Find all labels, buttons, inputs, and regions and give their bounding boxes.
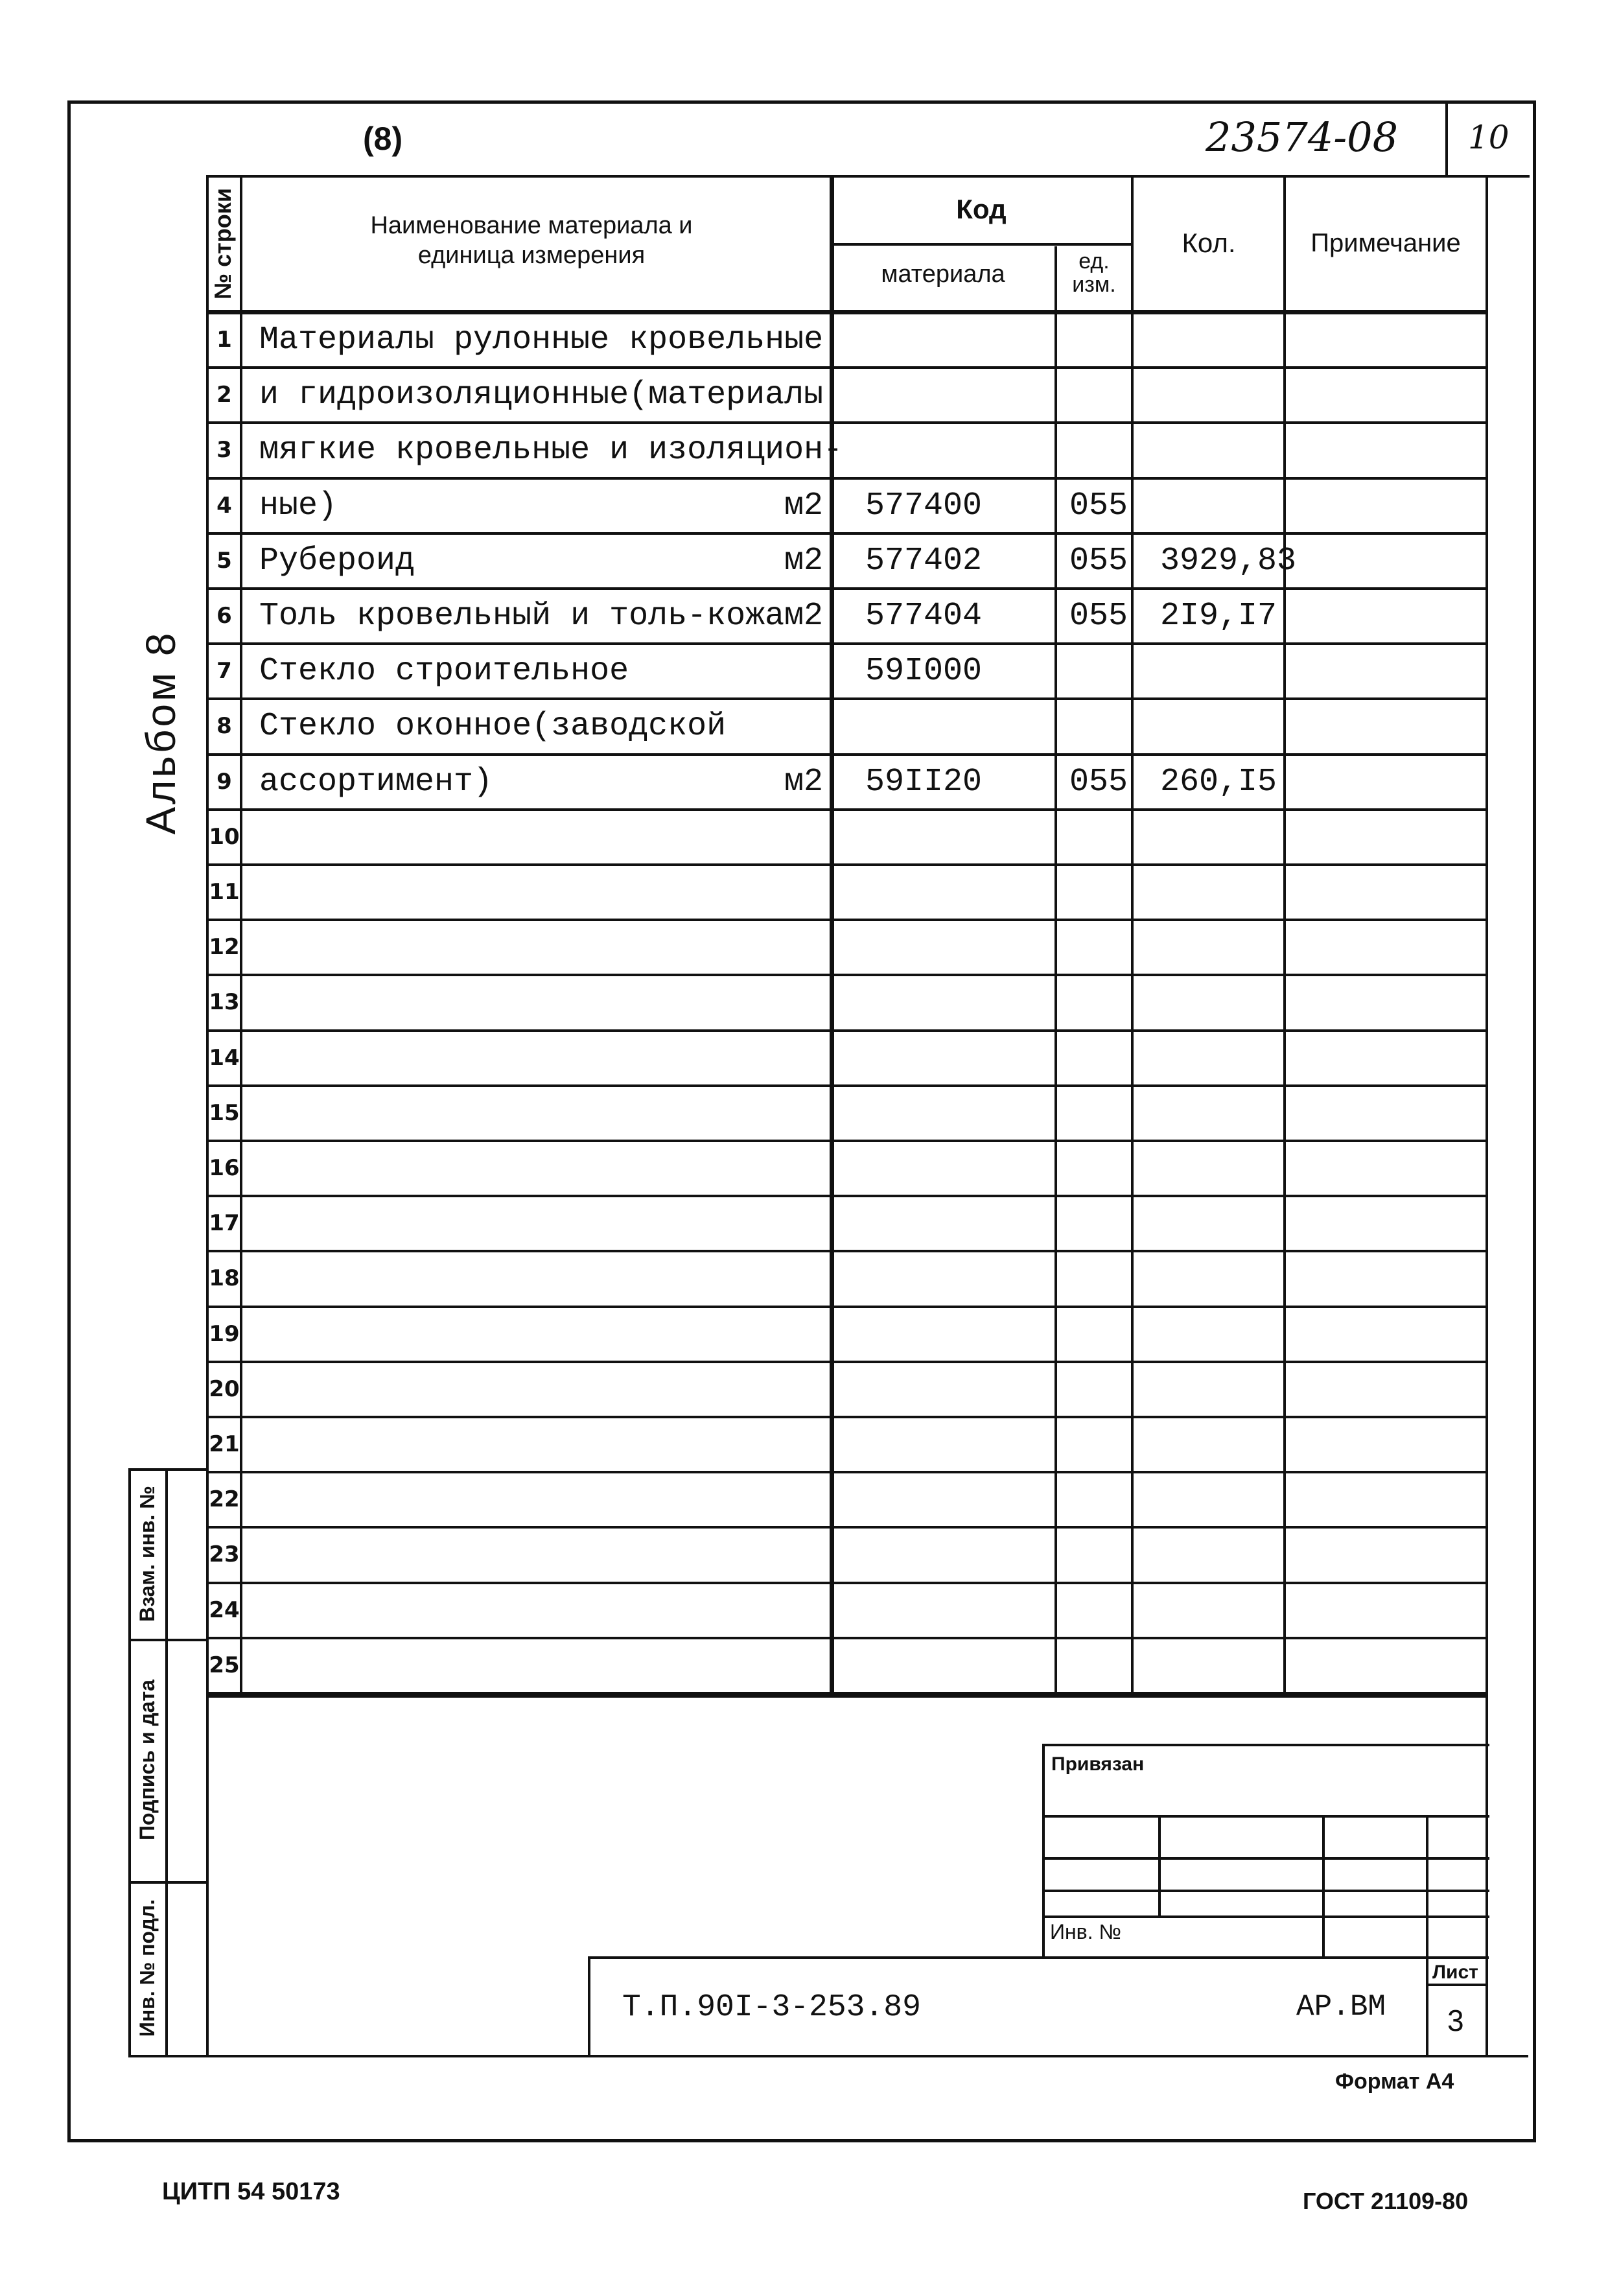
inv-podl-label: Инв. № подл.	[135, 1899, 159, 2037]
row-number: 9	[216, 768, 232, 795]
row-unit-code: 055	[1069, 542, 1128, 580]
vzam-inv-label: Взам. инв. №	[135, 1486, 159, 1622]
row-number: 7	[216, 658, 232, 685]
stamp-top-rule	[1042, 1744, 1489, 1746]
row-name: Толь кровельный и толь-кожа	[259, 598, 785, 635]
corner-divider	[1445, 100, 1448, 175]
sheet-label: Лист	[1432, 1962, 1478, 1983]
row-number: 20	[209, 1376, 240, 1402]
stamp-grid-rule-4	[1042, 1915, 1489, 1918]
album-label: Альбом 8	[137, 630, 184, 835]
col-name: Наименование материала и единица измерения	[370, 212, 693, 269]
row-divider	[206, 1029, 1488, 1032]
side-column-mid	[165, 1468, 168, 2055]
row-number: 16	[209, 1155, 240, 1181]
row-divider	[206, 697, 1488, 700]
row-material-code: 59I000	[865, 653, 983, 690]
side-column-left	[128, 1468, 131, 2055]
side-row-rule-3	[128, 1881, 206, 1884]
row-divider	[206, 974, 1488, 976]
podpis-data-label: Подпись и дата	[135, 1680, 159, 1840]
unit-divider	[1131, 175, 1134, 1694]
stamp-right-border	[1486, 1693, 1488, 2056]
row-name: Стекло строительное	[259, 653, 629, 690]
row-divider	[206, 1526, 1488, 1529]
row-divider	[206, 1471, 1488, 1473]
table-right-border	[1486, 175, 1488, 1694]
row-divider	[206, 1306, 1488, 1308]
row-number: 25	[209, 1652, 240, 1678]
row-number: 12	[209, 934, 240, 961]
row-divider	[206, 477, 1488, 480]
side-row-rule-2	[128, 1639, 206, 1641]
row-name: и гидроизоляционные(материалы	[259, 377, 824, 414]
row-number: 11	[209, 879, 240, 905]
row-unit-code: 055	[1069, 598, 1128, 635]
row-number: 19	[209, 1320, 240, 1347]
row-name: ные)	[259, 487, 338, 524]
row-divider	[206, 1582, 1488, 1584]
stamp-left-border	[206, 1693, 209, 2056]
row-divider	[206, 1361, 1488, 1363]
name-divider	[830, 175, 834, 1694]
row-unit-code: 055	[1069, 763, 1128, 801]
row-number: 4	[216, 492, 232, 519]
col-note: Примечание	[1311, 229, 1461, 257]
row-material-code: 577402	[865, 542, 983, 580]
row-unit: м2	[784, 542, 823, 580]
row-unit: м2	[784, 487, 823, 524]
inv-no-label: Инв. №	[1050, 1920, 1121, 1943]
row-unit: м2	[784, 598, 823, 635]
row-number: 10	[209, 823, 240, 850]
row-unit-code: 055	[1069, 487, 1128, 524]
row-name: ассортимент)	[259, 763, 493, 801]
sheet-label-rule	[1426, 1984, 1488, 1986]
row-number: 18	[209, 1265, 240, 1292]
designation-top-rule	[588, 1956, 1489, 1959]
row-divider	[206, 863, 1488, 866]
row-qty: 260,I5	[1160, 763, 1277, 801]
col-code-unit: ед. изм.	[1072, 249, 1116, 297]
row-divider	[206, 1637, 1488, 1639]
privyazan-label: Привязан	[1051, 1753, 1145, 1775]
row-name: Материалы рулонные кровельные	[259, 322, 824, 358]
row-name: Стекло оконное(заводской	[259, 708, 727, 745]
row-number: 13	[209, 989, 240, 1016]
gost-label: ГОСТ 21109-80	[1303, 2188, 1469, 2214]
stamp-privyazan-left	[1042, 1744, 1045, 1958]
col-code: Код	[956, 194, 1007, 224]
col-row-no: № строки	[209, 188, 236, 299]
sheet-number: 3	[1447, 2004, 1464, 2037]
qty-divider	[1283, 175, 1286, 1694]
stamp-bottom-rule	[128, 2055, 1528, 2057]
doc-code: 23574-08	[1206, 113, 1399, 161]
row-divider	[206, 642, 1488, 645]
row-unit: м2	[784, 763, 823, 801]
corner-number: 10	[1468, 119, 1509, 156]
row-divider	[206, 1140, 1488, 1142]
stamp-grid-col-2	[1322, 1815, 1325, 1958]
row-divider	[206, 1084, 1488, 1087]
row-number: 2	[216, 382, 232, 408]
sheet-mark: (8)	[363, 121, 403, 157]
row-number: 8	[216, 713, 232, 740]
row-qty: 3929,83	[1160, 542, 1297, 580]
row-number: 22	[209, 1486, 240, 1513]
stamp-grid-rule-2	[1042, 1857, 1489, 1860]
designation: Т.П.90I-3-253.89	[622, 1990, 921, 2025]
designation-left	[588, 1956, 590, 2055]
row-divider	[206, 919, 1488, 921]
row-divider	[206, 1250, 1488, 1252]
row-number: 17	[209, 1210, 240, 1237]
row-divider	[206, 753, 1488, 756]
row-number: 5	[216, 547, 232, 574]
row-name: мягкие кровельные и изоляцион-	[259, 432, 843, 469]
row-material-code: 577404	[865, 598, 983, 635]
row-number: 21	[209, 1431, 240, 1457]
row-name: Рубероид	[259, 542, 415, 580]
stamp-grid-col-1	[1158, 1815, 1161, 1915]
stamp-grid-rule-3	[1042, 1890, 1489, 1892]
col-qty: Кол.	[1182, 228, 1236, 258]
row-divider	[206, 532, 1488, 535]
rowno-divider	[240, 175, 242, 1694]
row-number: 6	[216, 603, 232, 629]
format-label: Формат А4	[1335, 2069, 1454, 2094]
stamp-grid-col-3	[1426, 1815, 1428, 2055]
printer-code: ЦИТП 54 50173	[162, 2178, 340, 2205]
row-number: 14	[209, 1044, 240, 1071]
row-number: 23	[209, 1541, 240, 1568]
row-material-code: 577400	[865, 487, 983, 524]
stamp-grid-rule-1	[1042, 1815, 1489, 1818]
col-code-material: материала	[881, 261, 1005, 288]
table-bottom-rule	[206, 1693, 1488, 1698]
section-code: АР.ВМ	[1296, 1990, 1386, 2024]
row-number: 24	[209, 1597, 240, 1623]
row-divider	[206, 1195, 1488, 1197]
row-divider	[206, 1416, 1488, 1418]
row-material-code: 59II20	[865, 763, 983, 801]
row-divider	[206, 366, 1488, 369]
code-subheader-rule	[830, 243, 1131, 246]
row-divider	[206, 587, 1488, 590]
header-bottom-rule	[206, 310, 1488, 314]
row-divider	[206, 421, 1488, 424]
header-rule	[207, 175, 1530, 178]
row-number: 3	[216, 437, 232, 463]
material-divider	[1055, 246, 1057, 1694]
row-number: 1	[216, 327, 232, 353]
row-divider	[206, 808, 1488, 811]
row-number: 15	[209, 1099, 240, 1126]
row-qty: 2I9,I7	[1160, 598, 1277, 635]
